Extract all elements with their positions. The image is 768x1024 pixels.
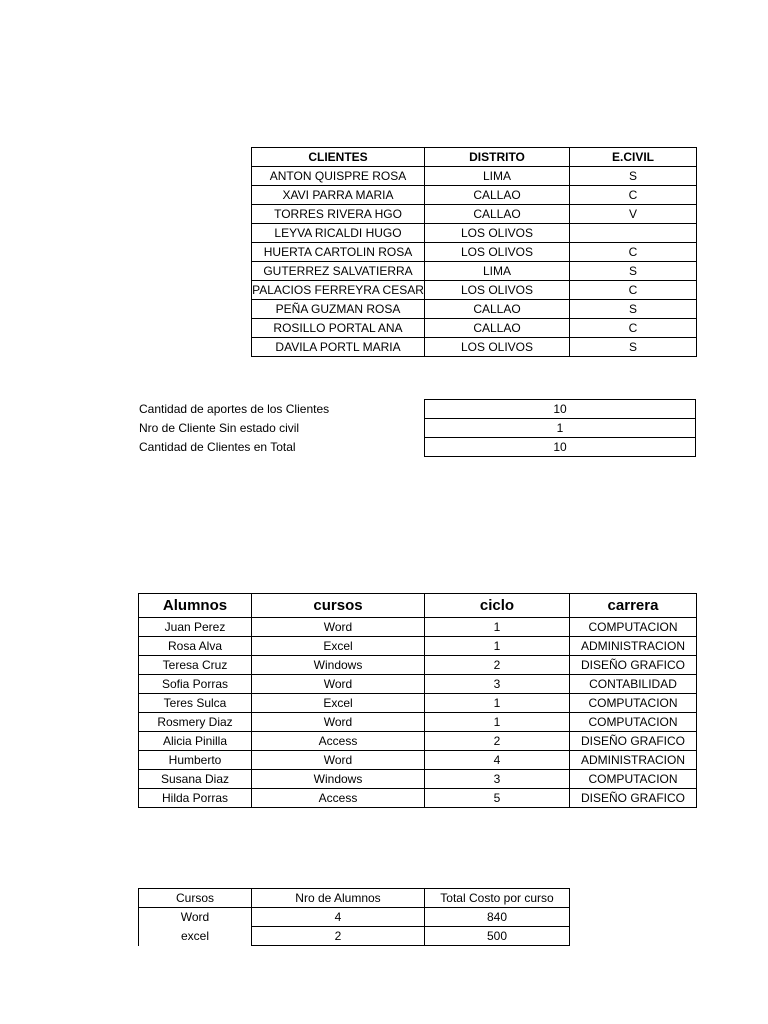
cell-distrito[interactable]: CALLAO (425, 186, 570, 205)
table-row (252, 167, 697, 186)
cell-ciclo[interactable]: 1 (425, 713, 570, 732)
table-row (139, 656, 697, 675)
cell-ciclo[interactable]: 4 (425, 751, 570, 770)
cell-distrito[interactable]: CALLAO (425, 300, 570, 319)
table-row (139, 713, 697, 732)
cell-carrera[interactable]: COMPUTACION (570, 770, 697, 789)
header-clientes[interactable]: CLIENTES (252, 148, 425, 167)
header-ecivil[interactable]: E.CIVIL (570, 148, 697, 167)
cell-ciclo[interactable]: 5 (425, 789, 570, 808)
cell-ecivil[interactable]: C (570, 319, 697, 338)
cell-ecivil[interactable]: S (570, 338, 697, 357)
cell-curso[interactable]: Word (252, 751, 425, 770)
summary-label-aportes: Cantidad de aportes de los Clientes (139, 402, 330, 416)
cell-alumno[interactable]: Rosa Alva (139, 637, 252, 656)
cell-alumno[interactable]: Humberto (139, 751, 252, 770)
cell-ecivil[interactable]: S (570, 300, 697, 319)
table-header-row (139, 594, 697, 618)
cell-carrera[interactable]: CONTABILIDAD (570, 675, 697, 694)
cell-ciclo[interactable]: 1 (425, 637, 570, 656)
cell-carrera[interactable]: DISEÑO GRAFICO (570, 732, 697, 751)
table-row (252, 243, 697, 262)
table-row (139, 751, 697, 770)
header-carrera[interactable]: carrera (570, 594, 697, 618)
cell-curso[interactable]: Windows (252, 656, 425, 675)
cell-alumno[interactable]: Juan Perez (139, 618, 252, 637)
cell-cliente[interactable]: PALACIOS FERREYRA CESAR (252, 281, 425, 300)
cell-nro-alumnos[interactable]: 2 (252, 927, 425, 946)
table-row (425, 419, 696, 438)
cell-curso-name[interactable]: Word (139, 908, 252, 927)
cell-cliente[interactable]: ANTON QUISPRE ROSA (252, 167, 425, 186)
cell-carrera[interactable]: DISEÑO GRAFICO (570, 656, 697, 675)
cell-carrera[interactable]: ADMINISTRACION (570, 637, 697, 656)
table-row (252, 281, 697, 300)
cell-distrito[interactable]: LOS OLIVOS (425, 281, 570, 300)
cell-ecivil[interactable]: S (570, 167, 697, 186)
cell-cliente[interactable]: TORRES RIVERA HGO (252, 205, 425, 224)
table-row (252, 262, 697, 281)
cell-curso[interactable]: Access (252, 789, 425, 808)
cell-curso[interactable]: Windows (252, 770, 425, 789)
header-nro-alumnos[interactable]: Nro de Alumnos (252, 889, 425, 908)
cell-carrera[interactable]: COMPUTACION (570, 618, 697, 637)
table-row (139, 694, 697, 713)
cell-distrito[interactable]: LOS OLIVOS (425, 243, 570, 262)
cell-total-costo[interactable]: 840 (425, 908, 570, 927)
cell-ecivil[interactable]: S (570, 262, 697, 281)
table-row (252, 205, 697, 224)
table-row (139, 618, 697, 637)
cell-distrito[interactable]: CALLAO (425, 319, 570, 338)
table-row (252, 319, 697, 338)
cell-distrito[interactable]: LOS OLIVOS (425, 224, 570, 243)
header-total-costo[interactable]: Total Costo por curso (425, 889, 570, 908)
summary-value-aportes[interactable]: 10 (425, 400, 696, 419)
table-row (252, 300, 697, 319)
cell-carrera[interactable]: COMPUTACION (570, 694, 697, 713)
cell-cliente[interactable]: ROSILLO PORTAL ANA (252, 319, 425, 338)
cell-curso[interactable]: Excel (252, 694, 425, 713)
cell-ciclo[interactable]: 1 (425, 694, 570, 713)
cell-cliente[interactable]: DAVILA PORTL MARIA (252, 338, 425, 357)
cell-alumno[interactable]: Hilda Porras (139, 789, 252, 808)
cell-curso-name[interactable]: excel (139, 927, 252, 946)
summary-label-sin-estado-civil: Nro de Cliente Sin estado civil (139, 421, 300, 435)
cell-carrera[interactable]: COMPUTACION (570, 713, 697, 732)
cell-ecivil[interactable]: C (570, 243, 697, 262)
cell-cliente[interactable]: LEYVA RICALDI HUGO (252, 224, 425, 243)
cell-ciclo[interactable]: 3 (425, 770, 570, 789)
cell-curso[interactable]: Access (252, 732, 425, 751)
header-cursos-name[interactable]: Cursos (139, 889, 252, 908)
cell-ecivil[interactable]: C (570, 186, 697, 205)
summary-label-total-clientes: Cantidad de Clientes en Total (139, 440, 296, 454)
cell-cliente[interactable]: GUTERREZ SALVATIERRA (252, 262, 425, 281)
cell-ecivil[interactable]: C (570, 281, 697, 300)
cell-carrera[interactable]: ADMINISTRACION (570, 751, 697, 770)
cell-distrito[interactable]: LIMA (425, 167, 570, 186)
cell-ciclo[interactable]: 2 (425, 732, 570, 751)
summary-value-sin-estado-civil[interactable]: 1 (425, 419, 696, 438)
table-row (425, 400, 696, 419)
table-row (139, 675, 697, 694)
table-header-row (139, 889, 570, 908)
cell-cliente[interactable]: PEÑA GUZMAN ROSA (252, 300, 425, 319)
summary-value-total-clientes[interactable]: 10 (425, 438, 696, 457)
header-ciclo[interactable]: ciclo (425, 594, 570, 618)
table-row (139, 637, 697, 656)
cell-ciclo[interactable]: 1 (425, 618, 570, 637)
cell-ciclo[interactable]: 3 (425, 675, 570, 694)
cell-alumno[interactable]: Teresa Cruz (139, 656, 252, 675)
cell-alumno[interactable]: Alicia Pinilla (139, 732, 252, 751)
table-row (139, 789, 697, 808)
cell-cliente[interactable]: HUERTA CARTOLIN ROSA (252, 243, 425, 262)
table-row (252, 186, 697, 205)
table-row (139, 908, 570, 927)
header-distrito[interactable]: DISTRITO (425, 148, 570, 167)
cell-ciclo[interactable]: 2 (425, 656, 570, 675)
cell-curso[interactable]: Word (252, 675, 425, 694)
table-row (139, 770, 697, 789)
header-alumnos[interactable]: Alumnos (139, 594, 252, 618)
cell-curso[interactable]: Word (252, 713, 425, 732)
cell-cliente[interactable]: XAVI PARRA MARIA (252, 186, 425, 205)
cell-distrito[interactable]: CALLAO (425, 205, 570, 224)
cell-ecivil[interactable] (570, 224, 697, 243)
cell-curso[interactable]: Excel (252, 637, 425, 656)
cell-distrito[interactable]: LIMA (425, 262, 570, 281)
cell-alumno[interactable]: Susana Diaz (139, 770, 252, 789)
table-row (252, 338, 697, 357)
table-row (139, 732, 697, 751)
cell-distrito[interactable]: LOS OLIVOS (425, 338, 570, 357)
table-header-row (252, 148, 697, 167)
clientes-table (251, 147, 697, 357)
cell-total-costo[interactable]: 500 (425, 927, 570, 946)
summary-table (424, 399, 696, 457)
cursos-table (138, 888, 570, 946)
header-cursos[interactable]: cursos (252, 594, 425, 618)
alumnos-table (138, 593, 697, 808)
table-row (425, 438, 696, 457)
cell-ecivil[interactable]: V (570, 205, 697, 224)
table-row (252, 224, 697, 243)
table-row (139, 927, 570, 946)
cell-nro-alumnos[interactable]: 4 (252, 908, 425, 927)
cell-carrera[interactable]: DISEÑO GRAFICO (570, 789, 697, 808)
cell-alumno[interactable]: Teres Sulca (139, 694, 252, 713)
cell-alumno[interactable]: Rosmery Diaz (139, 713, 252, 732)
cell-curso[interactable]: Word (252, 618, 425, 637)
cell-alumno[interactable]: Sofia Porras (139, 675, 252, 694)
